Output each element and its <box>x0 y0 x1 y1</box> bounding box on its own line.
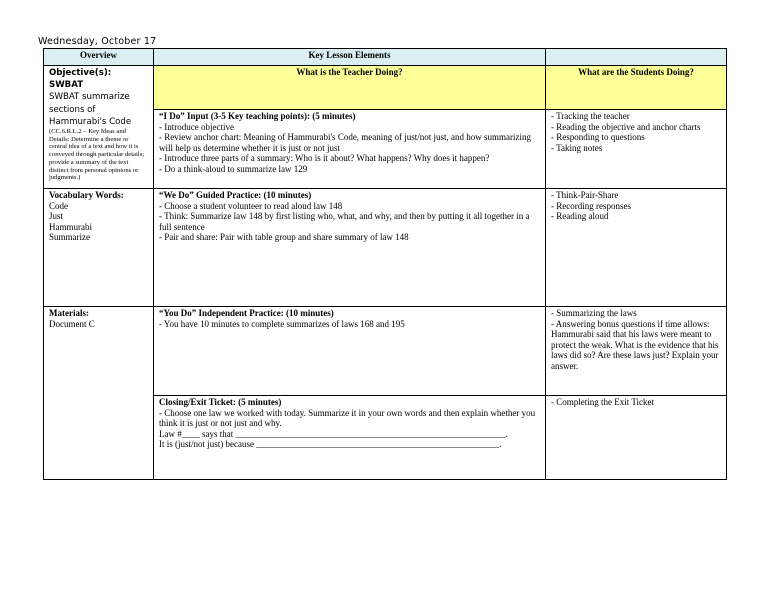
materials-label: Materials: <box>49 308 89 318</box>
vocabulary-word: Just <box>49 211 64 222</box>
vocabulary-word: Code <box>49 200 68 211</box>
student-activity: - Recording responses <box>551 200 631 211</box>
we-do-line: - Pair and share: Pair with table group and share summary of law 148 <box>159 232 409 243</box>
objective-text: SWBAT summarize sections of Hammurabi's Code <box>49 92 132 127</box>
we-do-students-cell <box>546 189 727 307</box>
we-do-line: - Think: Summarize law 148 by first listing who, what, and why, and then by putting it all together in a full sentence <box>159 211 532 232</box>
header-key-elements: Key Lesson Elements <box>154 49 546 66</box>
vocabulary-word: Summarize <box>49 232 90 243</box>
closing-students-cell <box>546 396 727 480</box>
student-activity: - Summarizing the laws <box>551 308 637 318</box>
student-activity: - Taking notes <box>551 142 603 153</box>
you-do-line: - You have 10 minutes to complete summarizes of laws 168 and 195 <box>159 318 405 329</box>
objective-label: Objective(s): SWBAT <box>49 68 112 91</box>
you-do-heading: “You Do” Independent Practice: (10 minutes) <box>159 308 334 318</box>
header-row <box>44 49 727 66</box>
i-do-line: - Do a think-aloud to summarize law 129 <box>159 163 308 174</box>
you-do-teacher-cell <box>154 307 546 396</box>
materials-cell <box>44 307 154 480</box>
objective-row <box>44 66 727 110</box>
vocabulary-word: Hammurabi <box>49 221 92 232</box>
i-do-line: - Review anchor chart: Meaning of Hammurabi's Code, meaning of just/not just, and how summarizing will help us determine whether it is just or not just <box>159 132 534 153</box>
we-do-row <box>44 189 727 307</box>
vocabulary-cell <box>44 189 154 307</box>
closing-line: - Choose one law we worked with today. Summarize it in your own words and then explain whether you think it is just or not just and why. <box>159 407 538 429</box>
student-activity: - Answering bonus questions if time allows: Hammurabi said that his laws were meant to protect the weak. What is the evidence that his laws did so? Are these laws just? Explain your answer. <box>551 318 721 371</box>
student-activity: - Completing the Exit Ticket <box>551 397 654 407</box>
you-do-students-cell <box>546 307 727 396</box>
students-header: What are the Students Doing? <box>546 66 727 110</box>
header-overview: Overview <box>44 49 154 66</box>
closing-teacher-cell <box>154 396 546 480</box>
vocabulary-label: Vocabulary Words: <box>49 190 124 200</box>
student-activity: - Reading the objective and anchor charts <box>551 121 701 132</box>
document-date: Wednesday, October 17 <box>38 36 157 47</box>
student-activity: - Responding to questions <box>551 132 645 143</box>
materials-item: Document C <box>49 318 95 329</box>
i-do-heading: “I Do” Input (3-5 Key teaching points): (5 minutes) <box>159 111 356 121</box>
you-do-row <box>44 307 727 396</box>
closing-heading: Closing/Exit Ticket: (5 minutes) <box>159 397 282 407</box>
i-do-line: - Introduce objective <box>159 121 234 132</box>
i-do-students-cell <box>546 110 727 189</box>
objective-standard: (CC.6.R.L.2 – Key Ideas and Details: Determine a theme or central idea of a text and how it is conveyed through particular details; provide a summary of the text distinct from personal opinions or judgments.) <box>49 128 145 182</box>
i-do-teacher-cell <box>154 110 546 189</box>
closing-blank-line: It is (just/not just) because ______________________________________________________. <box>159 439 502 450</box>
closing-blank-line: Law #____ says that ____________________________________________________________. <box>159 428 508 439</box>
teacher-header: What is the Teacher Doing? <box>154 66 546 110</box>
objective-cell <box>44 66 154 189</box>
header-blank <box>546 49 727 66</box>
student-activity: - Tracking the teacher <box>551 111 630 121</box>
student-activity: - Reading aloud <box>551 211 609 222</box>
student-activity: - Think-Pair-Share <box>551 190 619 200</box>
we-do-heading: “We Do” Guided Practice: (10 minutes) <box>159 190 312 200</box>
we-do-line: - Choose a student volunteer to read aloud law 148 <box>159 200 343 211</box>
we-do-teacher-cell <box>154 189 546 307</box>
lesson-plan-table <box>43 48 727 480</box>
i-do-line: - Introduce three parts of a summary: Who is it about? What happens? Why does it happen? <box>159 153 490 164</box>
